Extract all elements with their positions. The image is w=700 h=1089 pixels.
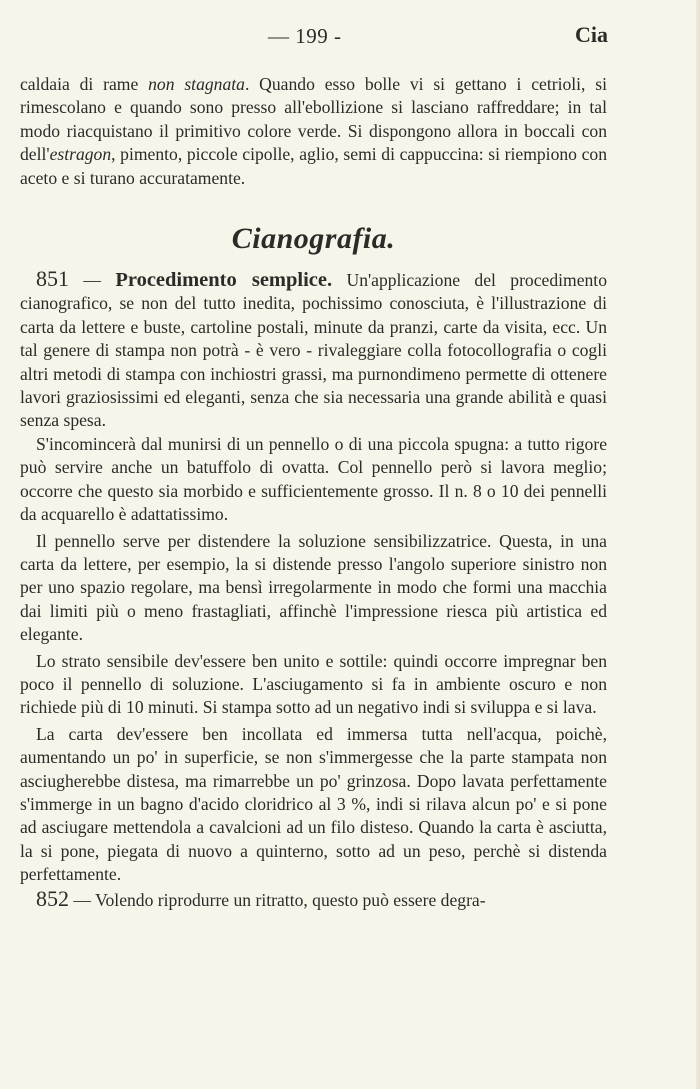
article-number: 851 [36,266,69,292]
article-title: Procedimento semplice. [115,269,333,292]
running-head: Cia [575,22,608,47]
paragraph-3: Il pennello serve per distendere la soluzione sensibilizzatrice. Questa, in una carta da lettere, per esempio, la si distende presso l'angolo superiore sinistro non per uno spazio regolare, ma bensì irregolarmente in modo che formi una macchia dai limiti più o meno frastagliati, affinchè l'impressione riesca più artistica ed elegante. [20,530,607,645]
paragraph-2: S'incomincerà dal munirsi di un pennello o di una piccola spugna: a tutto rigore può servire anche un batuffolo di ovatta. Col pennello però si lavora meglio; occorre che questo sia morbido e sufficientemente grosso. Il n. 8 o 10 dei pennelli da acquarello è adattatissimo. [20,433,607,525]
paragraph-5: La carta dev'essere ben incollata ed immersa tutta nell'acqua, poichè, aumentando un po' in superficie, se non s'immergesse che la parte stampata non asciugherebbe distesa, ma rimarrebbe un po' grinzosa. Dopo lavata perfettamente s'immerge in un bagno d'acido cloridrico al 3 %, indi si rilava alcun po' e si pone ad asciugare mettendola a cavalcioni ad un filo disteso. Quando la carta è asciutta, la si pone, piegata di nuovo a quinterno, sotto ad un peso, perchè si distenda perfettamente. [20,723,607,885]
body-text [20,73,607,912]
intro-italic-1: non stagnata [148,74,245,94]
article-852-text: — Volendo riprodurre un ritratto, questo può essere degra- [69,889,486,910]
intro-text-3: , pimento, piccole cipolle, aglio, semi di cappuccina: si riempiono con aceto e si turano accuratamente. [20,144,607,188]
page-number: — 199 - [268,24,342,48]
article-852-number: 852 [36,885,69,911]
section-title: Cianografia. [231,222,396,256]
article-852 [20,887,607,912]
paragraph-4: Lo strato sensibile dev'essere ben unito e sottile: quindi occorre impregnar ben poco il pennello di soluzione. L'asciugamento si fa in ambiente oscuro e non richiede più di 10 minuti. Si stampa sotto ad un negativo indi si sviluppa e si lava. [20,650,607,718]
article-dash: — [69,270,116,291]
article-851 [20,267,607,433]
article-851-text: Un'applicazione del procedimento cianografico, se non del tutto inedita, pochissimo conosciuta, è l'illustrazione di carta da lettere e buste, cartoline postali, minute da pranzi, carte da visita, ecc. Un tal genere di stampa non potrà - è vero - rivaleggiare colla fotocollografia o cogli altri metodi di stampa con inchiostri grassi, ma purnondimeno permette di ottenere lavori graziosissimi ed eleganti, senza che sia necessaria una grande abilità e quasi senza spesa. [20,270,607,431]
intro-text-1: caldaia di rame [20,74,149,94]
intro-paragraph [20,73,607,190]
intro-text-2: . Quando esso bolle vi si gettano i cetrioli, si rimescolano e quando sono presso all'ebollizione si lasciano raffreddare; in tal modo riacquistano il primitivo colore verde. Si dispongono allora in boccali con dell' [20,74,607,165]
page-edge-shadow [696,0,700,1089]
page-header [0,22,700,52]
intro-italic-2: estragon [49,144,112,165]
